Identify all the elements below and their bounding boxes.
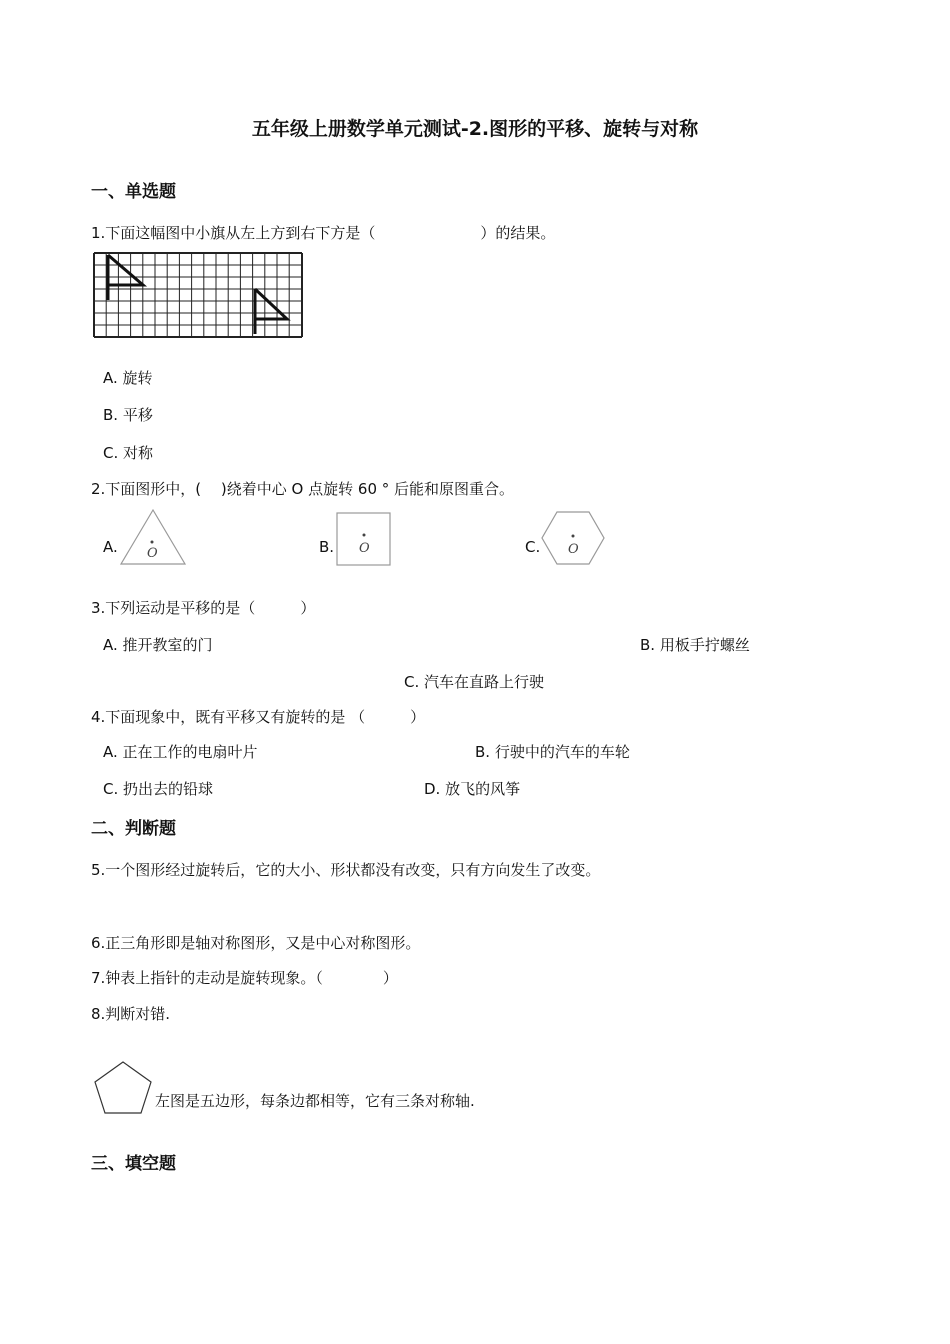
- question-1-stem: 1.下面这幅图中小旗从左上方到右下方是（ ）的结果。: [91, 224, 556, 242]
- center-label: O: [147, 546, 158, 561]
- question-3-option-a[interactable]: A. 推开教室的门: [103, 636, 213, 654]
- question-4-stem: 4.下面现象中，既有平移又有旋转的是 （ ）: [91, 708, 426, 726]
- square-figure: [335, 510, 393, 568]
- question-2-option-c[interactable]: C.: [525, 538, 541, 556]
- hexagon-figure: [540, 510, 606, 568]
- question-2-option-a[interactable]: A.: [103, 538, 118, 556]
- question-6-stem: 6.正三角形即是轴对称图形，又是中心对称图形。: [91, 934, 421, 952]
- question-2-option-b[interactable]: B.: [319, 538, 335, 556]
- question-4-option-b[interactable]: B. 行驶中的汽车的车轮: [475, 743, 630, 761]
- page-title: 五年级上册数学单元测试-2.图形的平移、旋转与对称: [251, 118, 699, 140]
- section-heading-true-false: 二、判断题: [91, 819, 176, 839]
- question-5-stem: 5.一个图形经过旋转后，它的大小、形状都没有改变，只有方向发生了改变。: [91, 861, 601, 879]
- question-3-stem: 3.下列运动是平移的是（ ）: [91, 599, 316, 617]
- question-2-stem: 2.下面图形中，( )绕着中心 O 点旋转 60 ° 后能和原图重合。: [91, 480, 515, 498]
- triangle-figure: [118, 508, 188, 566]
- question-4-option-d[interactable]: D. 放飞的风筝: [424, 780, 521, 798]
- question-8-description: 左图是五边形，每条边都相等，它有三条对称轴.: [155, 1092, 475, 1110]
- question-1-option-c[interactable]: C. 对称: [103, 444, 154, 462]
- question-1-option-a[interactable]: A. 旋转: [103, 369, 153, 387]
- question-7-stem: 7.钟表上指针的走动是旋转现象。（ ）: [91, 969, 398, 987]
- question-1-option-b[interactable]: B. 平移: [103, 406, 153, 424]
- question-3-option-b[interactable]: B. 用板手拧螺丝: [640, 636, 750, 654]
- question-4-option-a[interactable]: A. 正在工作的电扇叶片: [103, 743, 258, 761]
- question-4-option-c[interactable]: C. 扔出去的铅球: [103, 780, 214, 798]
- question-3-option-c[interactable]: C. 汽车在直路上行驶: [404, 673, 545, 691]
- flag-grid-figure: [93, 252, 305, 339]
- section-heading-fill-blank: 三、填空题: [91, 1154, 176, 1174]
- question-8-stem: 8.判断对错.: [91, 1005, 171, 1023]
- center-label: O: [568, 542, 579, 557]
- center-label: O: [359, 541, 370, 556]
- section-heading-single-choice: 一、单选题: [91, 182, 176, 202]
- pentagon-figure: [92, 1060, 154, 1116]
